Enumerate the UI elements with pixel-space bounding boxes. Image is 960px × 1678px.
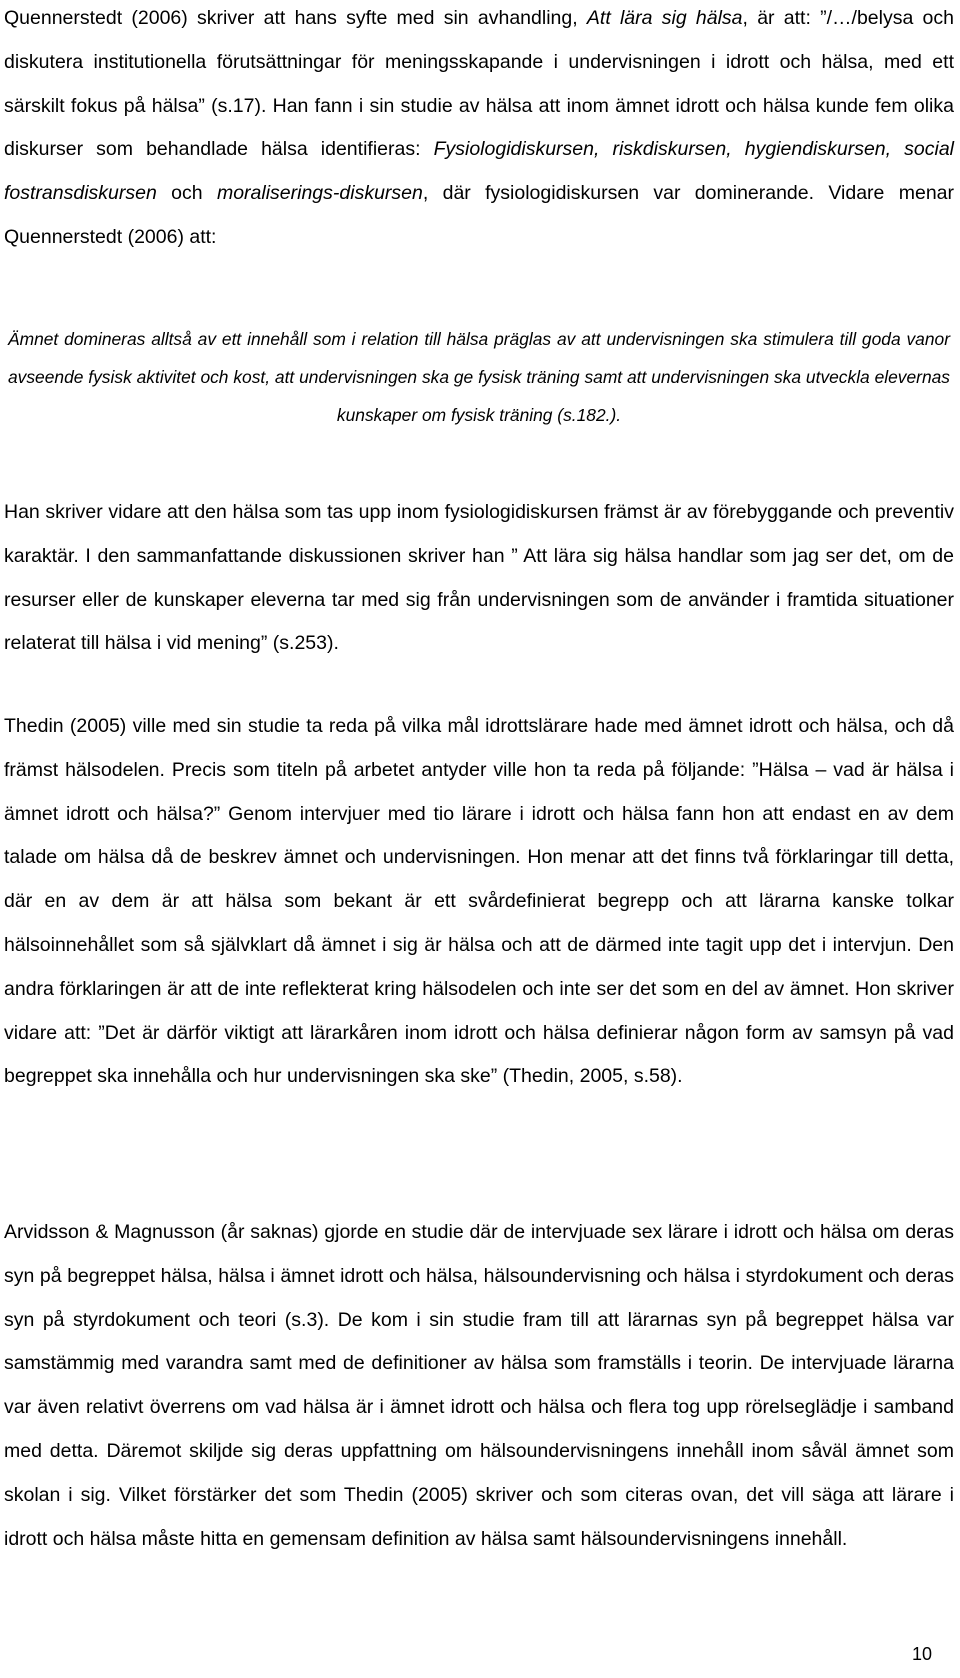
p1-text-c: och	[156, 182, 217, 205]
thesis-title: Att lära sig hälsa	[586, 7, 743, 29]
p1-text-d: , där fysiologidiskursen var dominerande. Vidare menar Quennerstedt (2006) att:	[4, 182, 955, 248]
paragraph-thedin: Thedin (2005) ville med sin studie ta reda på vilka mål idrottslärare hade med ämnet idrott och hälsa, och då främst hälsodelen. Precis som titeln på arbetet antyder ville hon ta reda på följande: ”Hälsa – vad är hälsa i ämnet idrott och hälsa?” Genom intervjuer med tio lärare i idrott och hälsa fann hon att endast en av dem talade om hälsa då de beskrev ämnet och undervisningen. Hon menar att det finns två förklaringar till detta, där en av dem är att hälsa som bekant är ett svårdefinierat begrepp och att lärarna kanske tolkar hälsoinnehållet som så självklart då ämnet i sig är hälsa och att de därmed inte tagit upp det i intervjun. Den andra förklaringen är att de inte reflekterat kring hälsodelen och inte ser det som en del av ämnet. Hon skriver vidare att: ”Det är därför viktigt att lärarkåren inom idrott och hälsa definierar någon form av samsyn på vad begreppet ska innehålla och hur undervisningen ska ske” (Thedin, 2005, s.58).	[4, 715, 954, 1088]
p1-text-a: Quennerstedt (2006) skriver att hans syfte med sin avhandling,	[4, 7, 587, 29]
paragraph-preventive: Han skriver vidare att den hälsa som tas upp inom fysiologidiskursen främst är av förebyggande och preventiv karaktär. I den sammanfattande diskussionen skriver han ” Att lära sig hälsa handlar som jag ser det, om de resurser eller de kunskaper eleverna tar med sig från undervisningen som de använder i framtida situationer relaterat till hälsa i vid mening” (s.253).	[4, 501, 954, 655]
discourse-moral: moraliserings-diskursen	[216, 182, 423, 205]
block-quote: Ämnet domineras alltså av ett innehåll som i relation till hälsa präglas av att undervisningen ska stimulera till goda vanor avseende fysisk aktivitet och kost, att undervisningen ska ge fysisk träning samt att undervisningen ska utveckla elevernas kunskaper om fysisk träning (s.182.).	[8, 329, 950, 426]
paragraph-arvidsson: Arvidsson & Magnusson (år saknas) gjorde en studie där de intervjuade sex lärare i idrott och hälsa om deras syn på begreppet hälsa, hälsa i ämnet idrott och hälsa, hälsoundervisning och hälsa i styrdokument och deras syn på styrdokument och teori (s.3). De kom i sin studie fram till att lärarnas syn på begreppet hälsa var samstämmig med varandra samt med de definitioner av hälsa som framställs i teorin. De intervjuade lärarna var även relativt överrens om vad hälsa är i ämnet idrott och hälsa och flera tog upp rörelseglädje i samband med detta. Däremot skiljde sig deras uppfattning om hälsoundervisningens innehåll inom såväl ämnet som skolan i sig. Vilket förstärker det som Thedin (2005) skriver och som citeras ovan, det vill säga att lärare i idrott och hälsa måste hitta en gemensam definition av hälsa samt hälsoundervisningens innehåll.	[4, 1221, 954, 1550]
discourse-list: Fysiologidiskursen, riskdiskursen, hygiendiskursen, social fostransdiskursen	[4, 138, 954, 205]
page-number: 10	[912, 1644, 933, 1664]
paragraph-quennerstedt	[4, 0, 954, 260]
p1-text-b: , är att: ”/…/belysa och diskutera institutionella förutsättningar för meningsskapande i undervisningen i idrott och hälsa, med ett särskilt fokus på hälsa” (s.17). Han fann i sin studie av hälsa att inom ämnet idrott och hälsa kunde fem olika diskurser som behandlade hälsa identifieras:	[4, 7, 954, 161]
